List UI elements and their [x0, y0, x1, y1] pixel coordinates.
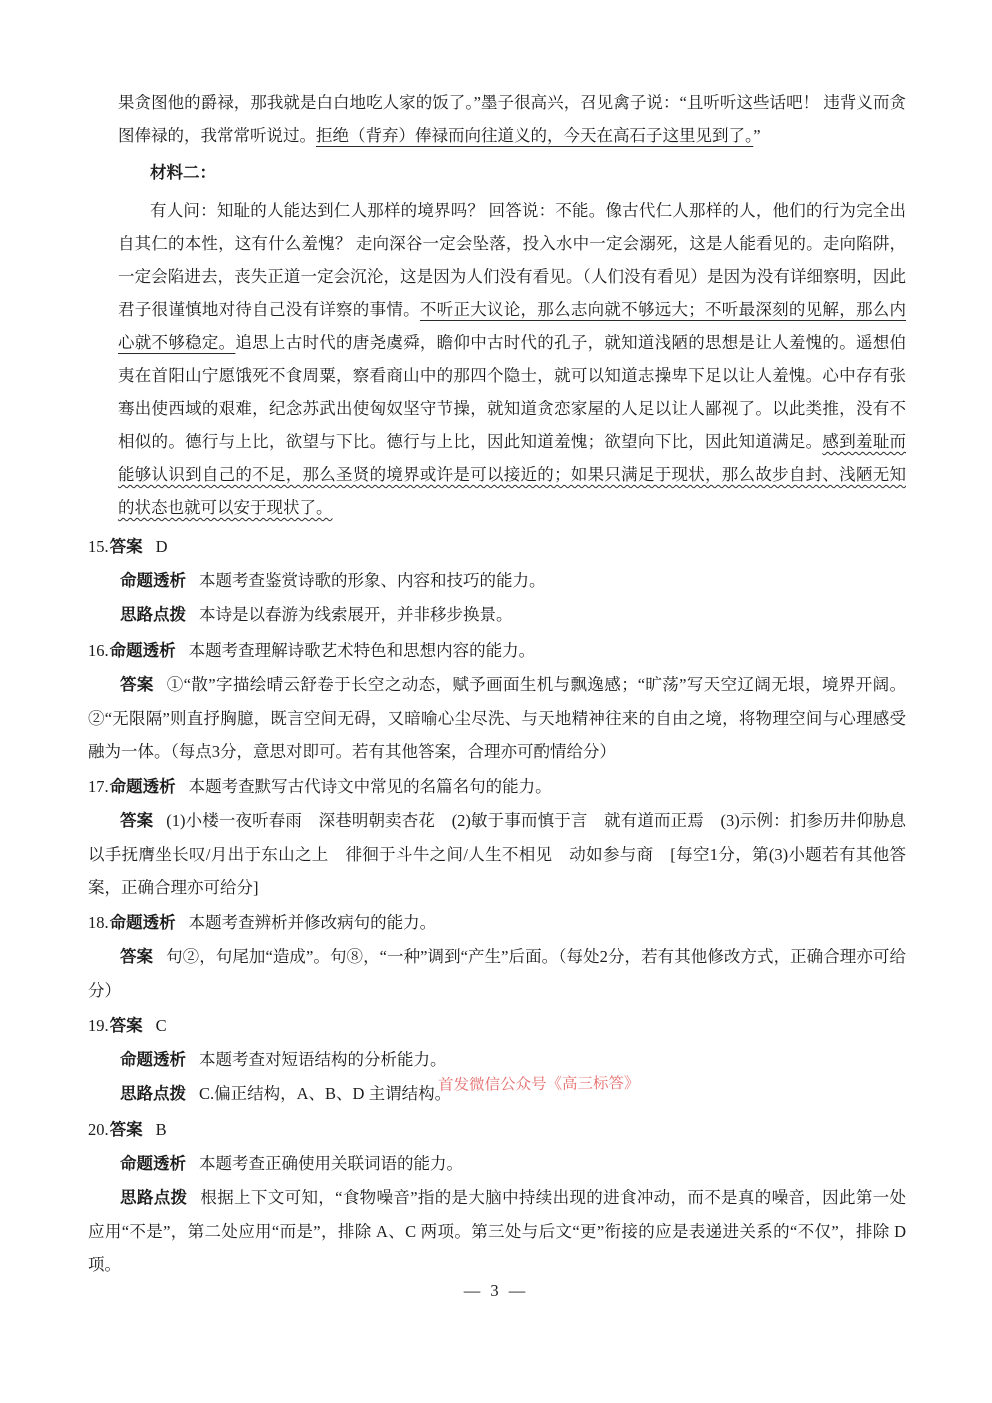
- item-number: 18.: [88, 913, 109, 932]
- hint-label: 思路点拨: [120, 606, 186, 624]
- analysis-text: 本题考查辨析并修改病句的能力。: [188, 913, 437, 932]
- item-paragraph: [88, 1181, 906, 1281]
- text-segment: ”: [753, 126, 761, 145]
- answer-item-20: [88, 1113, 906, 1281]
- analysis-label: 命题透析: [120, 572, 186, 590]
- answer-label: 答案: [109, 1017, 143, 1035]
- hint-text: C.偏正结构，A、B、D 主谓结构。: [199, 1084, 452, 1103]
- answer-text: C: [155, 1016, 167, 1035]
- answer-label: 答案: [109, 538, 143, 556]
- item-lead-line: [88, 530, 906, 564]
- analysis-label: 命题透析: [120, 1051, 186, 1069]
- answer-label: 答案: [120, 948, 154, 966]
- material-one-translation-end: [118, 86, 906, 152]
- answer-items: [88, 530, 923, 1281]
- underlined-text-segment: 拒绝（背弃）俸禄而向往道义的，今天在高石子这里见到了。: [316, 126, 754, 145]
- item-number: 20.: [88, 1120, 109, 1139]
- analysis-text: 本题考查默写古代诗文中常见的名篇名句的能力。: [188, 777, 552, 796]
- answer-item-16: [88, 634, 906, 768]
- answer-item-19: [88, 1009, 906, 1111]
- item-number: 17.: [88, 777, 109, 796]
- hint-text: 本诗是以春游为线索展开，并非移步换景。: [199, 605, 513, 624]
- item-number: 16.: [88, 641, 109, 660]
- item-lead-line: [88, 634, 906, 668]
- analysis-text: 本题考查正确使用关联词语的能力。: [199, 1154, 463, 1173]
- answer-label: 答案: [120, 676, 154, 694]
- item-lead-line: [88, 770, 906, 804]
- hint-label: 思路点拨: [120, 1189, 188, 1207]
- analysis-label: 命题透析: [120, 1155, 186, 1173]
- answer-label: 答案: [120, 812, 154, 830]
- item-lead-line: [88, 1113, 906, 1147]
- answer-text: D: [155, 537, 168, 556]
- answer-text: (1)小楼一夜听春雨 深巷明朝卖杏花 (2)敏于事而慎于言 就有道而正焉 (3)示例：扪参历井仰胁息 以手抚膺坐长叹/月出于东山之上 徘徊于斗牛之间/人生不相见 动如参与商 [每空1分，第(3)小题若有其他答案，正确合理亦可给分]: [88, 811, 923, 897]
- item-lead-line: [88, 906, 906, 940]
- item-number: 15.: [88, 537, 109, 556]
- text-segment: 果贪图他的爵禄，那我就是白白地吃人家的饭了。”墨子很高兴，召见禽子说：“且听听这些话吧！ 违背义而贪图俸禄的，我常常听说过。: [118, 93, 906, 145]
- answer-item-18: [88, 906, 906, 1007]
- material-two-translation: [118, 194, 906, 524]
- answer-text: 句②，句尾加“造成”。句⑧，“一种”调到“产生”后面。（每处2分，若有其他修改方式，正确合理亦可给分）: [88, 947, 906, 1000]
- material-two-label: 材料二：: [150, 164, 216, 182]
- item-paragraph: [88, 598, 906, 632]
- analysis-label: 命题透析: [109, 914, 176, 932]
- item-paragraph: [88, 940, 906, 1007]
- item-number: 19.: [88, 1016, 109, 1035]
- hint-text: 根据上下文可知，“食物噪音”指的是大脑中持续出现的进食冲动，而不是真的噪音，因此第一处应用“不是”，第二处应用“而是”，排除 A、C 两项。第三处与后文“更”衔接的应是表递进关系的“不仅”，排除 D 项。: [88, 1188, 907, 1274]
- analysis-label: 命题透析: [109, 642, 176, 660]
- text-segment: 有人问：知耻的人能达到仁人那样的境界吗？ 回答说：不能。像古代仁人那样的人，他们的行为完全出自其仁的本性，这有什么羞愧？ 走向深谷一定会坠落，投入水中一定会溺死，这是人能看见的。走向陷阱，一定会陷进去，丧失正道一定会沉沦，这是因为人们没有看见。（人们没有看见）是因为没有详细察明，因此君子很谨慎地对待自己没有详察的事情。: [118, 201, 906, 319]
- analysis-text: 本题考查理解诗歌艺术特色和思想内容的能力。: [188, 641, 536, 660]
- analysis-label: 命题透析: [109, 778, 176, 796]
- underlined-text-segment: 不听正大议论，那么志向就不够远大；不听最深刻的见解，那么内心就不够稳定。: [118, 300, 907, 352]
- analysis-text: 本题考查鉴赏诗歌的形象、内容和技巧的能力。: [199, 571, 546, 590]
- answer-text: B: [155, 1120, 167, 1139]
- red-watermark-text: 首发微信公众号《高三标答》: [437, 1074, 640, 1095]
- material-paragraph: [118, 194, 906, 524]
- analysis-text: 本题考查对短语结构的分析能力。: [199, 1050, 447, 1069]
- item-paragraph: [88, 804, 923, 904]
- answer-label: 答案: [109, 1121, 143, 1139]
- item-paragraph: [88, 668, 906, 768]
- page-number: — 3 —: [463, 1281, 529, 1300]
- item-paragraph: [88, 1147, 906, 1181]
- answer-item-15: [88, 530, 906, 632]
- answer-item-17: [88, 770, 923, 904]
- text-segment: 追思上古时代的唐尧虞舜，瞻仰中古时代的孔子，就知道浅陋的思想是让人羞愧的。遥想伯夷在首阳山宁愿饿死不食周粟，察看商山中的那四个隐士，就可以知道志操卑下足以让人羞愧。心中存有张骞出使西域的艰难，纪念苏武出使匈奴坚守节操，就知道贪恋家屋的人足以让人鄙视了。以此类推，没有不相似的。德行与上比，欲望与下比。德行与上比，因此知道羞愧；欲望向下比，因此知道满足。: [118, 333, 907, 451]
- page-content: [88, 86, 923, 1281]
- item-lead-line: [88, 1009, 906, 1043]
- material-paragraph: [118, 86, 906, 152]
- hint-label: 思路点拨: [120, 1085, 186, 1103]
- material-two-heading: [118, 156, 906, 190]
- answer-text: ①“散”字描绘晴云舒卷于长空之动态，赋予画面生机与飘逸感；“旷荡”写天空辽阔无垠，境界开阔。②“无限隔”则直抒胸臆，既言空间无碍，又暗喻心尘尽洗、与天地精神往来的自由之境，将物理空间与心理感受融为一体。（每点3分，意思对即可。若有其他答案，合理亦可酌情给分）: [88, 675, 907, 761]
- item-paragraph: [88, 564, 906, 598]
- wavy-underlined-text-segment: 感到羞耻而能够认识到自己的不足，那么圣贤的境界或许是可以接近的；如果只满足于现状，那么故步自封、浅陋无知的状态也就可以安于现状了。: [118, 432, 907, 517]
